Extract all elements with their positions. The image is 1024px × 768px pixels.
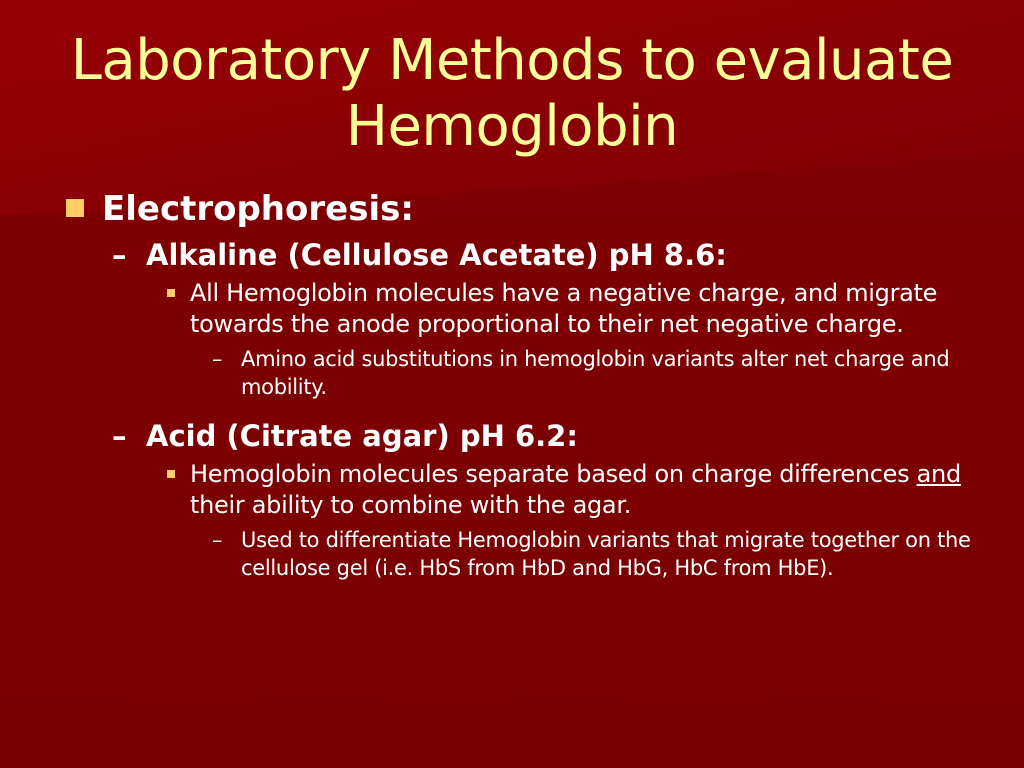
subpoint-alkaline — [62, 345, 972, 401]
subpoint-acid — [62, 526, 972, 582]
dash-bullet-icon: – — [112, 419, 127, 453]
point-alkaline — [62, 278, 972, 340]
point-text-underlined: and — [916, 460, 961, 488]
slide-body — [62, 188, 972, 582]
square-bullet-icon — [66, 199, 84, 217]
subpoint-text: Used to differentiate Hemoglobin variants that migrate together on the cellulose gel (i.e. HbS from HbD and HbG, HbC from HbE). — [241, 528, 971, 580]
subpoint-text: Amino acid substitutions in hemoglobin variants alter net charge and mobility. — [241, 347, 950, 399]
point-text-part2: their ability to combine with the agar. — [190, 491, 632, 519]
dash-bullet-icon: – — [212, 347, 223, 371]
subheading-text: Acid (Citrate agar) pH 6.2: — [146, 419, 578, 453]
slide-title: Laboratory Methods to evaluate Hemoglobin — [70, 28, 954, 159]
subheading-acid — [62, 417, 972, 455]
point-text: All Hemoglobin molecules have a negative charge, and migrate towards the anode proportional to their net negative charge. — [190, 279, 938, 338]
dash-bullet-icon: – — [212, 528, 223, 552]
small-square-bullet-icon — [167, 289, 175, 297]
point-acid — [62, 459, 972, 521]
small-square-bullet-icon — [167, 470, 175, 478]
subheading-alkaline — [62, 236, 972, 274]
bullet-text: Electrophoresis: — [102, 189, 414, 229]
subheading-text: Alkaline (Cellulose Acetate) pH 8.6: — [146, 238, 727, 272]
dash-bullet-icon: – — [112, 238, 127, 272]
bullet-electrophoresis — [62, 188, 972, 230]
point-text-part1: Hemoglobin molecules separate based on charge differences — [190, 460, 917, 488]
